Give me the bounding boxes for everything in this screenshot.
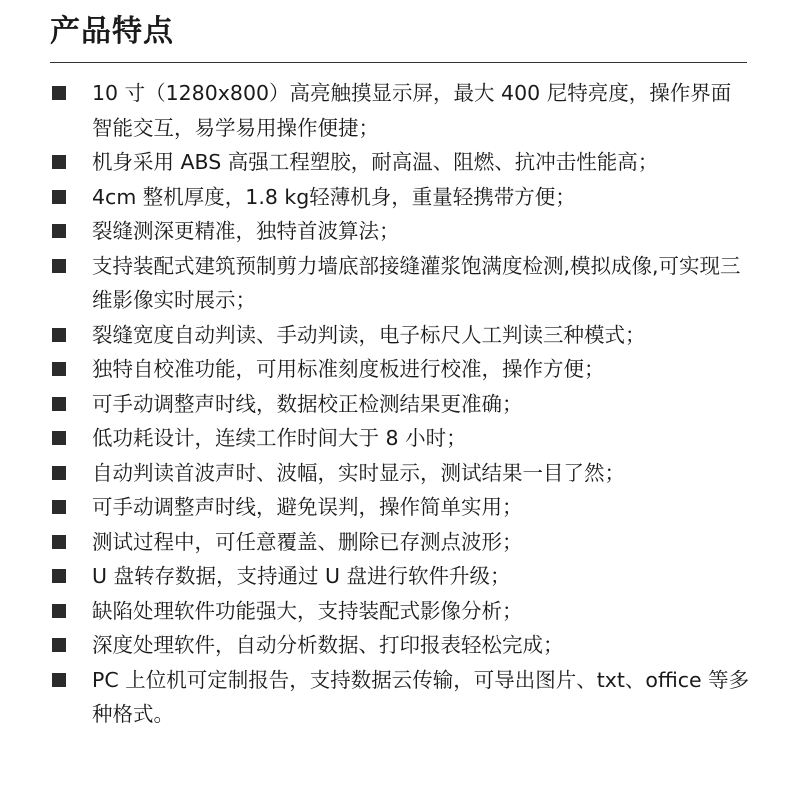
- feature-item: [50, 318, 750, 353]
- feature-text: 深度处理软件，自动分析数据、打印报表轻松完成；: [92, 633, 564, 657]
- feature-text: 可手动调整声时线，避免误判，操作简单实用；: [92, 495, 523, 519]
- square-bullet-icon: [52, 569, 66, 583]
- square-bullet-icon: [52, 535, 66, 549]
- feature-item: [50, 214, 750, 249]
- square-bullet-icon: [52, 638, 66, 652]
- square-bullet-icon: [52, 155, 66, 169]
- square-bullet-icon: [52, 397, 66, 411]
- feature-item: [50, 628, 750, 663]
- feature-text: 4cm 整机厚度，1.8 kg轻薄机身，重量轻携带方便；: [92, 184, 576, 209]
- feature-item: [50, 249, 750, 318]
- feature-text: 缺陷处理软件功能强大，支持装配式影像分析；: [92, 598, 523, 623]
- feature-text: 测试过程中，可任意覆盖、删除已存测点波形；: [92, 529, 523, 554]
- square-bullet-icon: [52, 86, 66, 100]
- square-bullet-icon: [52, 431, 66, 445]
- feature-text: 可手动调整声时线，数据校正检测结果更准确；: [92, 391, 523, 416]
- feature-item: [50, 490, 750, 525]
- feature-text: 机身采用 ABS 高强工程塑胶，耐高温、阻燃、抗冲击性能高；: [92, 150, 659, 174]
- feature-text: 裂缝测深更精准，独特首波算法；: [92, 219, 400, 243]
- feature-item: [50, 456, 750, 491]
- feature-item: [50, 387, 750, 422]
- feature-item: [50, 421, 750, 456]
- title-divider: [50, 62, 747, 63]
- feature-item: [50, 180, 750, 215]
- square-bullet-icon: [52, 500, 66, 514]
- square-bullet-icon: [52, 604, 66, 618]
- feature-item: [50, 525, 750, 560]
- feature-text: 低功耗设计，连续工作时间大于 8 小时；: [92, 426, 467, 450]
- feature-text: 独特自校准功能，可用标准刻度板进行校准，操作方便；: [92, 357, 605, 381]
- square-bullet-icon: [52, 259, 66, 273]
- feature-text: U 盘转存数据，支持通过 U 盘进行软件升级；: [92, 564, 511, 588]
- square-bullet-icon: [52, 328, 66, 342]
- feature-text: 自动判读首波声时、波幅，实时显示，测试结果一目了然；: [92, 460, 625, 485]
- feature-text: 支持装配式建筑预制剪力墙底部接缝灌浆饱满度检测,模拟成像,可实现三维影像实时展示；: [92, 253, 741, 312]
- feature-item: [50, 663, 750, 732]
- feature-text: 10 寸（1280x800）高亮触摸显示屏，最大 400 尼特亮度，操作界面智能交互，易学易用操作便捷；: [92, 81, 732, 140]
- feature-item: [50, 145, 750, 180]
- feature-text: 裂缝宽度自动判读、手动判读，电子标尺人工判读三种模式；: [92, 322, 646, 347]
- feature-text: PC 上位机可定制报告，支持数据云传输，可导出图片、txt、office 等多种格式。: [92, 667, 750, 726]
- square-bullet-icon: [52, 224, 66, 238]
- square-bullet-icon: [52, 362, 66, 376]
- feature-item: [50, 594, 750, 629]
- square-bullet-icon: [52, 466, 66, 480]
- feature-item: [50, 76, 750, 145]
- square-bullet-icon: [52, 673, 66, 687]
- feature-item: [50, 559, 750, 594]
- feature-list: [50, 76, 750, 732]
- feature-item: [50, 352, 750, 387]
- section-title: 产品特点: [50, 14, 174, 49]
- square-bullet-icon: [52, 190, 66, 204]
